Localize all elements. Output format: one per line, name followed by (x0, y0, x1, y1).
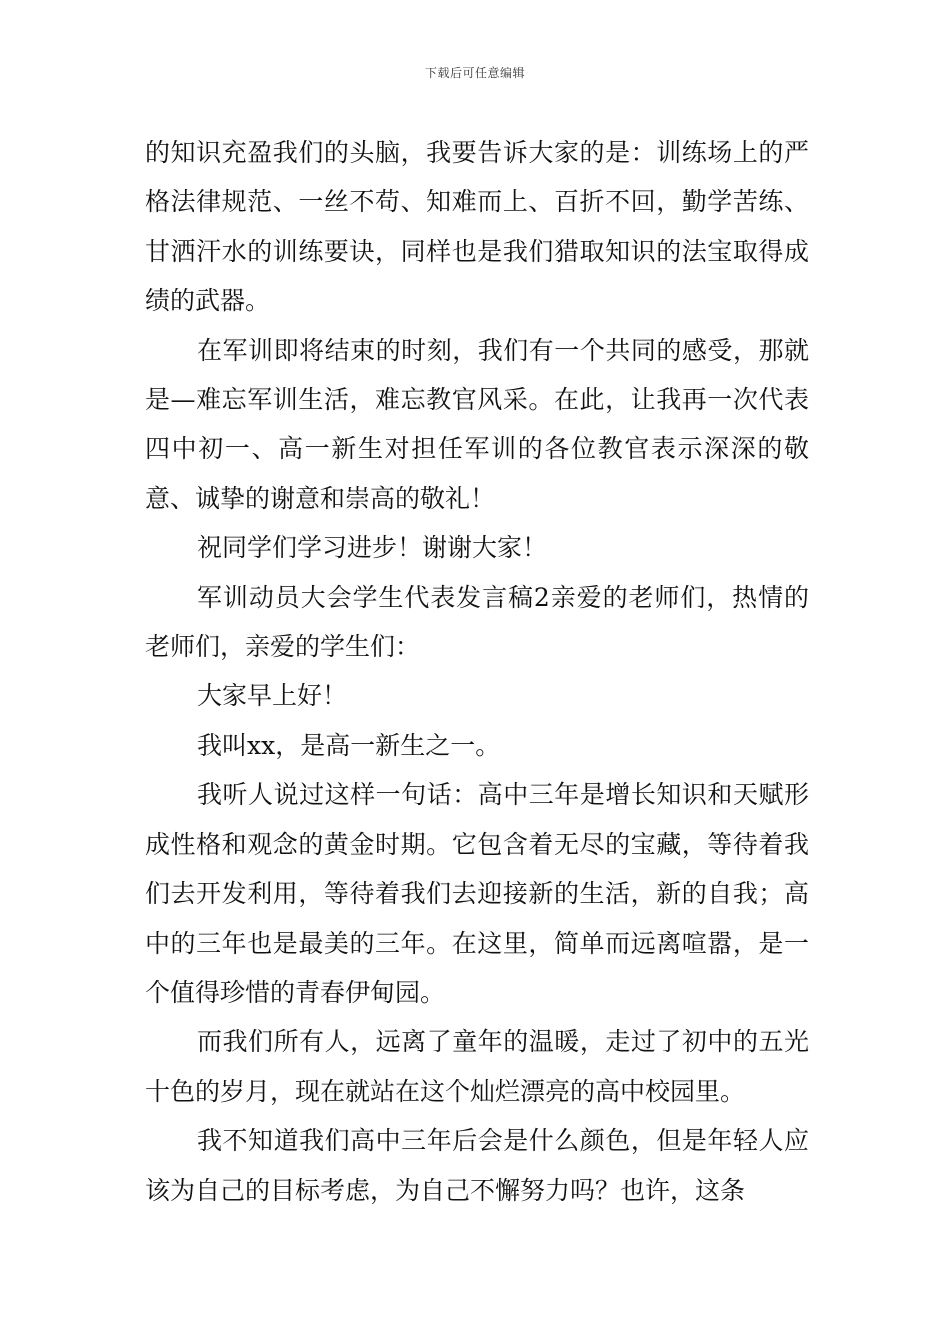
paragraph: 我听人说过这样一句话：高中三年是增长知识和天赋形成性格和观念的黄金时期。它包含着无尽的宝藏，等待着我们去开发利用，等待着我们去迎接新的生活，新的自我；高中的三年也是最美的三年。在这里，简单而远离喧嚣，是一个值得珍惜的青春伊甸园。 (145, 780, 809, 1007)
paragraph: 我不知道我们高中三年后会是什么颜色，但是年轻人应该为自己的目标考虑，为自己不懈努力吗？也许，这条 (145, 1126, 809, 1205)
paragraph: 而我们所有人，远离了童年的温暖，走过了初中的五光十色的岁月，现在就站在这个灿烂漂亮的高中校园里。 (145, 1027, 809, 1106)
page-header: 下载后可任意编辑 (424, 66, 525, 80)
paragraph: 祝同学们学习进步！谢谢大家！ (197, 533, 548, 563)
document-body (145, 128, 809, 1215)
paragraph: 在军训即将结束的时刻，我们有一个共同的感受，那就是—难忘军训生活，难忘教官风采。在此，让我再一次代表四中初一、高一新生对担任军训的各位教官表示深深的敬意、诚挚的谢意和崇高的敬礼！ (145, 335, 809, 513)
paragraph: 我叫xx，是高一新生之一。 (197, 730, 501, 760)
paragraph: 的知识充盈我们的头脑，我要告诉大家的是：训练场上的严格法律规范、一丝不苟、知难而上、百折不回，勤学苦练、甘洒汗水的训练要诀，同样也是我们猎取知识的法宝取得成绩的武器。 (145, 138, 809, 316)
paragraph: 军训动员大会学生代表发言稿2亲爱的老师们，热情的老师们，亲爱的学生们： (145, 582, 809, 662)
paragraph: 大家早上好！ (197, 681, 348, 711)
